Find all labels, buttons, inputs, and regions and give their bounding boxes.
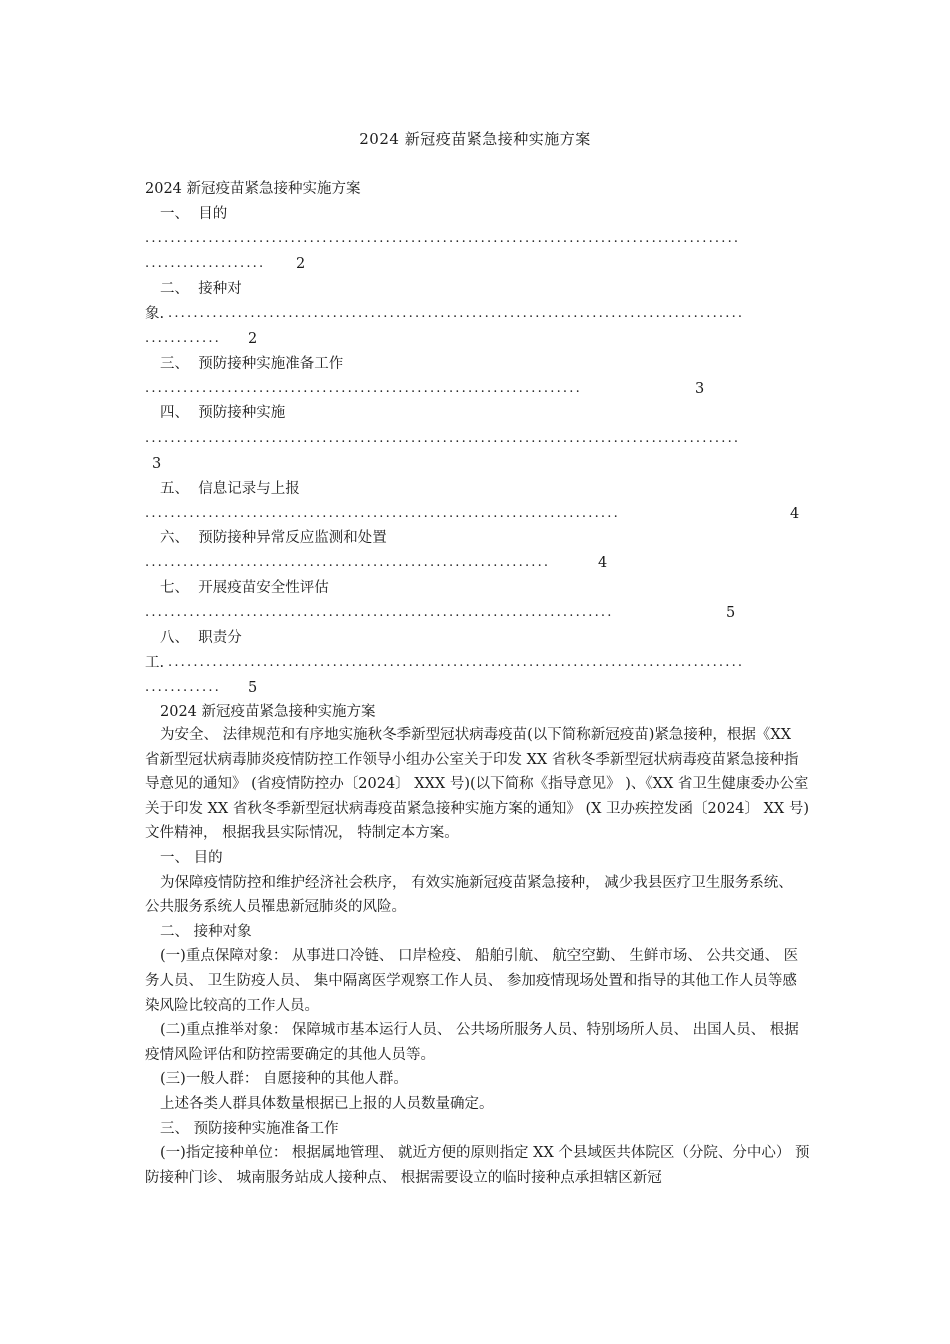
paragraph: 为保障疫情防控和维护经济社会秩序， 有效实施新冠疫苗紧急接种， 减少我县医疗卫生服务系统、 公共服务系统人员罹患新冠肺炎的风险。 <box>145 874 793 916</box>
toc-item-dots: ............ <box>145 331 221 346</box>
toc-item-dots: ............ <box>145 680 221 695</box>
toc-item-dots: ................... <box>145 256 266 271</box>
toc-item-dots: ........................................................................................... <box>168 655 745 670</box>
paragraph: 为安全、 法律规范和有序地实施秋冬季新型冠状病毒疫苗(以下简称新冠疫苗)紧急接种，根据《XX 省新型冠状病毒肺炎疫情防控工作领导小组办公室关于印发 XX 省秋冬季新型冠状病毒疫苗紧急接种指导意见的通知》 (省疫情防控办〔2024〕 XXX 号)(以下简称《指导意见》 )、《XX 省卫生健康委办公室关于印发 XX 省秋冬季新型冠状病毒疫苗紧急接种实施方案的通知》 (X 卫办疾控发函〔2024〕 XX 号)文件精神， 根据我县实际情况， 特制定本方案。 <box>145 727 809 842</box>
toc-item-page: 4 <box>598 555 608 571</box>
toc-item-page: 2 <box>296 256 306 272</box>
toc-item-label: 五、 信息记录与上报 <box>160 481 300 497</box>
toc-item-dots: .......................................................................... <box>145 605 614 620</box>
section-heading: 三、 预防接种实施准备工作 <box>160 1120 339 1137</box>
paragraph: (二)重点推举对象： 保障城市基本运行人员、 公共场所服务人员、特别场所人员、 出国人员、 根据疫情风险评估和防控需要确定的其他人员等。 <box>145 1022 799 1063</box>
toc-item-dots: ..................................................................... <box>145 381 582 396</box>
toc-item-label: 一、 目的 <box>160 206 228 222</box>
toc-item-label: 二、 接种对 <box>160 281 242 297</box>
toc-item-dots: ................................................................ <box>145 555 551 570</box>
section-heading: 二、 接种对象 <box>160 923 252 940</box>
section-heading: 一、 目的 <box>160 849 223 866</box>
paragraph: 上述各类人群具体数量根据已上报的人员数量确定。 <box>160 1095 494 1112</box>
toc-item-lead: 象. <box>145 306 165 322</box>
toc-item-label: 六、 预防接种异常反应监测和处置 <box>160 530 387 546</box>
toc-item-label: 四、 预防接种实施 <box>160 405 286 421</box>
toc-item-dots: ........................................................................... <box>145 506 620 521</box>
toc-item-page: 2 <box>248 331 258 347</box>
toc-item-page: 3 <box>152 456 162 472</box>
document-title: 2024 新冠疫苗紧急接种实施方案 <box>359 130 591 148</box>
paragraph: (一)重点保障对象： 从事进口冷链、 口岸检疫、 船舶引航、 航空空勤、 生鲜市场、 公共交通、 医务人员、 卫生防疫人员、 集中隔离医学观察工作人员、 参加疫情现场处置和指导的其他工作人员等感染风险比较高的工作人员。 <box>145 948 799 1014</box>
paragraph: (三)一般人群： 自愿接种的其他人群。 <box>160 1071 408 1088</box>
toc-item-label: 三、 预防接种实施准备工作 <box>160 356 344 372</box>
toc-item-dots: .............................................................................................. <box>145 431 741 446</box>
toc-heading: 2024 新冠疫苗紧急接种实施方案 <box>145 181 361 197</box>
toc-item-page: 5 <box>248 680 258 696</box>
toc-item-dots: ........................................................................................... <box>168 306 745 321</box>
toc-item-dots: .............................................................................................. <box>145 231 741 246</box>
body-title: 2024 新冠疫苗紧急接种实施方案 <box>160 704 376 720</box>
toc-item-page: 5 <box>726 605 736 621</box>
document-body <box>145 723 810 1190</box>
toc-item-label: 七、 开展疫苗安全性评估 <box>160 580 329 596</box>
toc-item-lead: 工. <box>145 655 165 671</box>
toc-item-page: 3 <box>695 381 705 397</box>
paragraph: (一)指定接种单位： 根据属地管理、 就近方便的原则指定 XX 个县域医共体院区（分院、分中心） 预防接种门诊、 城南服务站成人接种点、 根据需要设立的临时接种点承担辖区新冠 <box>145 1145 810 1186</box>
toc-item-page: 4 <box>790 506 800 522</box>
toc-item-label: 八、 职责分 <box>160 630 242 646</box>
